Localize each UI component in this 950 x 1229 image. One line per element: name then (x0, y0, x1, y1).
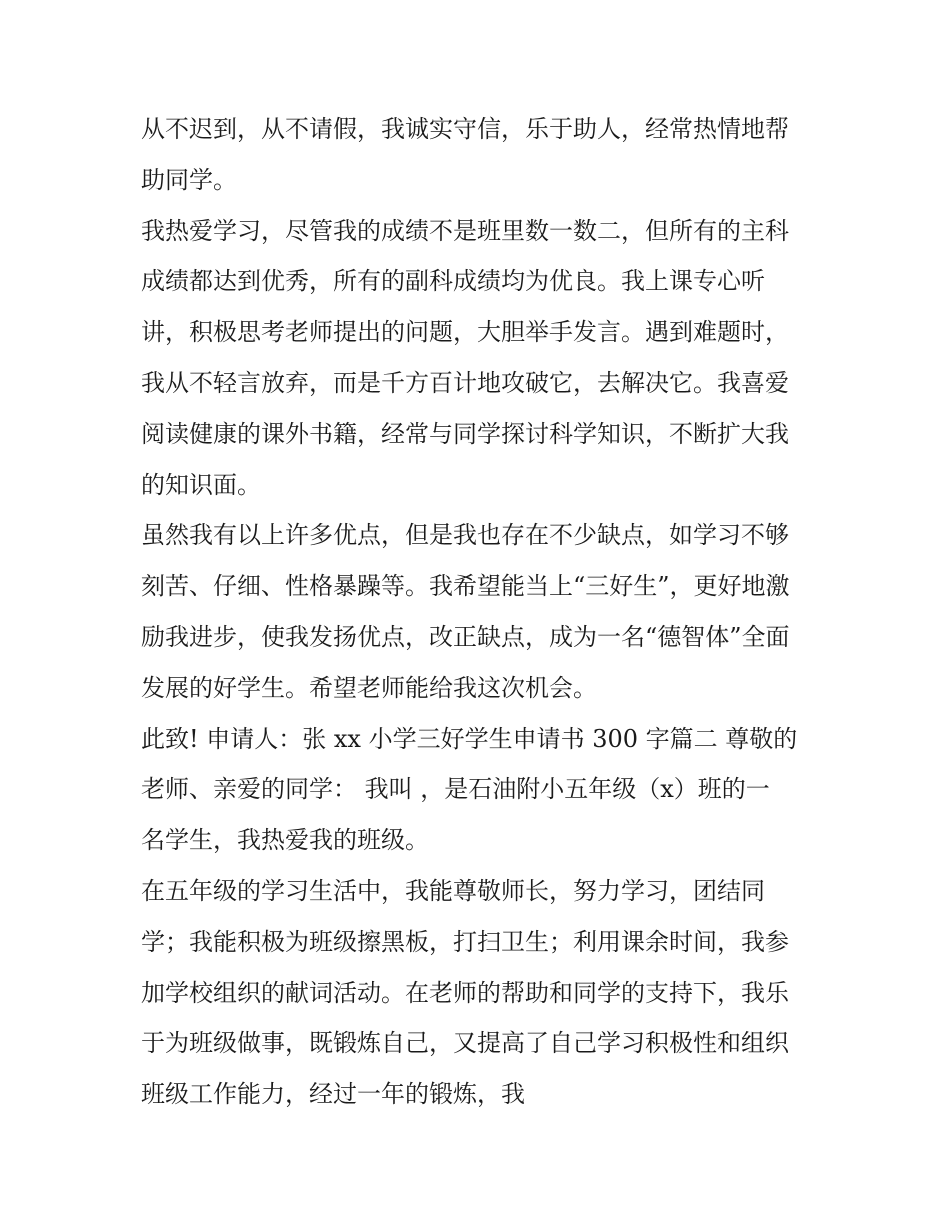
text-line: 刻苦、仔细、性格暴躁等。我希望能当上“三好生”，更好地激 (141, 572, 790, 601)
text-line: 阅读健康的课外书籍，经常与同学探讨科学知识，不断扩大我 (141, 419, 789, 448)
text-line: 助同学。 (141, 165, 237, 194)
text-line: 加学校组织的献词活动。在老师的帮助和同学的支持下，我乐 (141, 978, 789, 1007)
text-line: 学；我能积极为班级擦黑板，打扫卫生；利用课余时间，我参 (141, 927, 789, 956)
text-line: 的知识面。 (141, 470, 261, 499)
document-body (141, 104, 821, 1120)
text-line: 老师、亲爱的同学： 我叫 ，是石油附小五年级（x）班的一 (141, 775, 770, 804)
text-line: 此致! 申请人：张 xx 小学三好学生申请书 300 字篇二 尊敬的 (141, 724, 798, 753)
text-line: 名学生，我热爱我的班级。 (141, 826, 429, 855)
text-line: 励我进步，使我发扬优点，改正缺点，成为一名“德智体”全面 (141, 622, 790, 651)
text-line: 我从不轻言放弃，而是千方百计地攻破它，去解决它。我喜爱 (141, 368, 789, 397)
text-line: 于为班级做事，既锻炼自己，又提高了自己学习积极性和组织 (141, 1029, 789, 1058)
text-line: 虽然我有以上许多优点，但是我也存在不少缺点，如学习不够 (141, 521, 789, 550)
text-line: 班级工作能力，经过一年的锻炼，我 (141, 1080, 525, 1109)
text-line: 在五年级的学习生活中，我能尊敬师长，努力学习，团结同 (141, 876, 765, 905)
text-line: 成绩都达到优秀，所有的副科成绩均为优良。我上课专心听 (141, 267, 765, 296)
text-line: 从不迟到，从不请假，我诚实守信，乐于助人，经常热情地帮 (141, 115, 789, 143)
text-line: 我热爱学习，尽管我的成绩不是班里数一数二，但所有的主科 (141, 216, 789, 245)
text-line: 讲，积极思考老师提出的问题，大胆举手发言。遇到难题时， (141, 318, 789, 347)
text-line: 发展的好学生。希望老师能给我这次机会。 (141, 673, 597, 702)
